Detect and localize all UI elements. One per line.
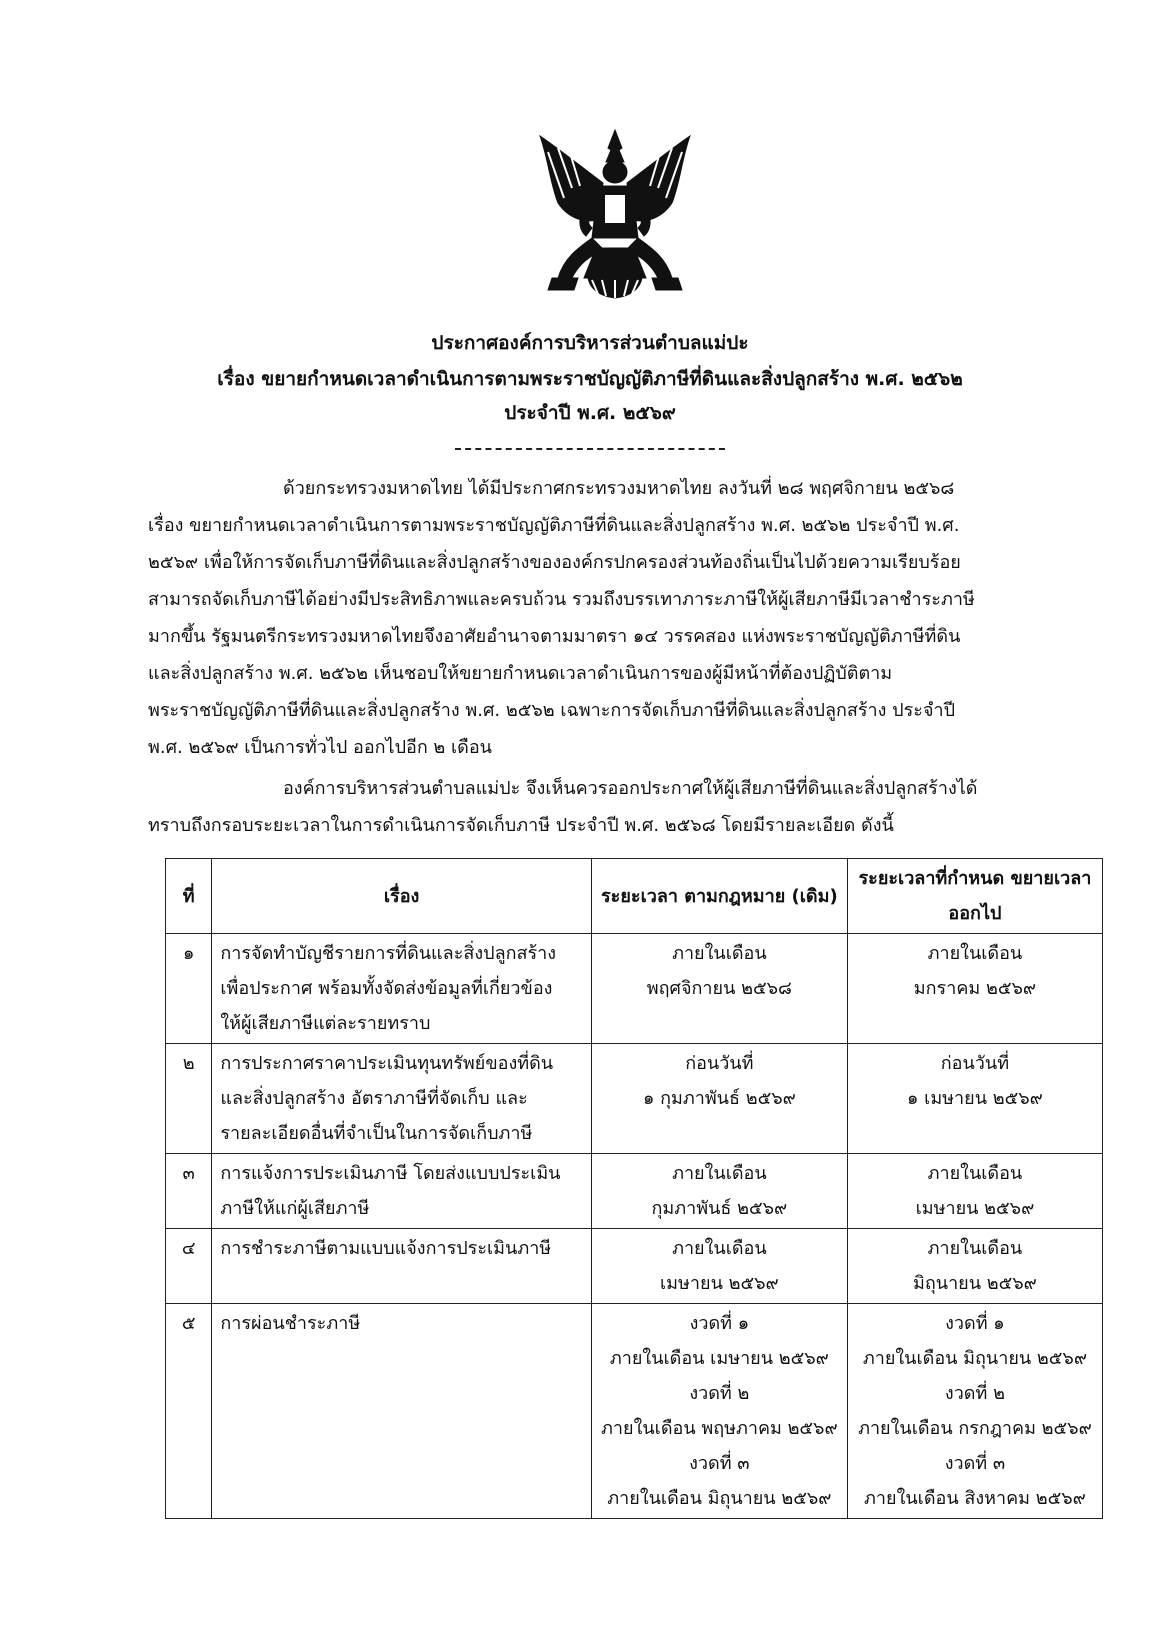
table-header-row [166, 859, 1103, 934]
row-old-period [591, 1044, 847, 1154]
table-row [166, 1304, 1103, 1519]
header-new-period [847, 859, 1102, 934]
cell-line: ภายในเดือน เมษายน ๒๕๖๙ [609, 1348, 829, 1369]
row-new-period [847, 1304, 1102, 1519]
paragraph-line: องค์การบริหารส่วนตำบลแม่ปะ จึงเห็นควรออกประกาศให้ผู้เสียภาษีที่ดินและสิ่งปลูกสร้างได้ [283, 778, 978, 799]
cell-line: ภายในเดือน สิงหาคม ๒๕๖๙ [864, 1488, 1086, 1509]
cell-line: ภายในเดือน กรกฎาคม ๒๕๖๙ [858, 1418, 1092, 1439]
row-new-period [847, 1044, 1102, 1154]
cell-line: งวดที่ ๑ [945, 1313, 1005, 1334]
row-new-period [847, 934, 1102, 1044]
cell-line: ภายในเดือน มิถุนายน ๒๕๖๙ [607, 1488, 832, 1509]
cell-line: และสิ่งปลูกสร้าง อัตราภาษีที่จัดเก็บ และ [220, 1088, 528, 1109]
paragraph-line: เรื่อง ขยายกำหนดเวลาดำเนินการตามพระราชบัญญัติภาษีที่ดินและสิ่งปลูกสร้าง พ.ศ. ๒๕๖๒ ประจำปี พ.ศ. [148, 515, 960, 536]
cell-line: การผ่อนชำระภาษี [220, 1313, 361, 1334]
cell-line: ภายในเดือน มิถุนายน ๒๕๖๙ [862, 1348, 1087, 1369]
body-paragraph-1 [148, 470, 1076, 766]
cell-line: ภายในเดือน [927, 1238, 1023, 1259]
row-old-period [591, 1154, 847, 1229]
cell-line: ภายในเดือน [927, 1163, 1023, 1184]
row-old-period [591, 934, 847, 1044]
row-no: ๑ [166, 934, 212, 1044]
row-new-period [847, 1154, 1102, 1229]
body-paragraph-2 [148, 770, 1076, 844]
cell-line: ภายในเดือน [927, 943, 1023, 964]
cell-line: เมษายน ๒๕๖๙ [915, 1198, 1035, 1219]
header-old-line: ระยะเวลา [601, 885, 678, 907]
cell-line: การจัดทำบัญชีรายการที่ดินและสิ่งปลูกสร้าง [220, 943, 557, 964]
header-divider [455, 448, 725, 450]
cell-line: ภายในเดือน พฤษภาคม ๒๕๖๙ [601, 1418, 838, 1439]
paragraph-line: สามารถจัดเก็บภาษีได้อย่างมีประสิทธิภาพและครบถ้วน รวมถึงบรรเทาภาระภาษีให้ผู้เสียภาษีมีเวลาชำระภาษี [148, 589, 975, 610]
cell-line: งวดที่ ๑ [689, 1313, 750, 1334]
row-subject [212, 1229, 592, 1304]
cell-line: การแจ้งการประเมินภาษี โดยส่งแบบประเมิน [220, 1163, 561, 1184]
row-no: ๕ [166, 1304, 212, 1519]
paragraph-line: ๒๕๖๙ เพื่อให้การจัดเก็บภาษีที่ดินและสิ่งปลูกสร้างขององค์กรปกครองส่วนท้องถิ่นเป็นไปด้วยความเรียบร้อย [148, 552, 961, 573]
cell-line: ภาษีให้แก่ผู้เสียภาษี [220, 1198, 370, 1219]
row-old-period [591, 1229, 847, 1304]
cell-line: การชำระภาษีตามแบบแจ้งการประเมินภาษี [220, 1238, 552, 1259]
cell-line: งวดที่ ๒ [689, 1383, 750, 1404]
cell-line: เมษายน ๒๕๖๙ [660, 1273, 779, 1294]
cell-line: ภายในเดือน [672, 1238, 767, 1259]
cell-line: ภายในเดือน [672, 1163, 767, 1184]
cell-line: มิถุนายน ๒๕๖๙ [913, 1273, 1037, 1294]
header-no: ที่ [166, 859, 212, 934]
paragraph-line: พระราชบัญญัติภาษีที่ดินและสิ่งปลูกสร้าง พ.ศ. ๒๕๖๒ เฉพาะการจัดเก็บภาษีที่ดินและสิ่งปลูกสร้าง ประจำปี [148, 700, 956, 721]
row-subject [212, 1304, 592, 1519]
cell-line: มกราคม ๒๕๖๙ [913, 978, 1037, 999]
announcement-subject: เรื่อง ขยายกำหนดเวลาดำเนินการตามพระราชบัญญัติภาษีที่ดินและสิ่งปลูกสร้าง พ.ศ. ๒๕๖๒ [217, 368, 963, 390]
cell-line: การประกาศราคาประเมินทุนทรัพย์ของที่ดิน [220, 1053, 554, 1074]
schedule-table [165, 858, 1103, 1519]
cell-line: เพื่อประกาศ พร้อมทั้งจัดส่งข้อมูลที่เกี่ยวข้อง [220, 978, 553, 999]
cell-line: ภายในเดือน [672, 943, 767, 964]
row-no: ๓ [166, 1154, 212, 1229]
table-row [166, 1229, 1103, 1304]
row-subject [212, 934, 592, 1044]
paragraph-line: ทราบถึงกรอบระยะเวลาในการดำเนินการจัดเก็บภาษี ประจำปี พ.ศ. ๒๕๖๘ โดยมีรายละเอียด ดังนี้ [148, 815, 894, 836]
row-new-period [847, 1229, 1102, 1304]
cell-line: กุมภาพันธ์ ๒๕๖๙ [651, 1198, 788, 1219]
row-subject [212, 1044, 592, 1154]
cell-line: ๑ เมษายน ๒๕๖๙ [907, 1088, 1043, 1109]
header-new-line: ระยะเวลาที่กำหนด [858, 868, 1005, 889]
announcement-year: ประจำปี พ.ศ. ๒๕๖๙ [504, 402, 676, 424]
table-row [166, 1154, 1103, 1229]
cell-line: งวดที่ ๒ [944, 1383, 1005, 1404]
paragraph-line: ด้วยกระทรวงมหาดไทย ได้มีประกาศกระทรวงมหาดไทย ลงวันที่ ๒๘ พฤศจิกายน ๒๕๖๘ [283, 478, 955, 499]
announcement-title: ประกาศองค์การบริหารส่วนตำบลแม่ปะ [431, 332, 749, 354]
garuda-emblem-icon [528, 128, 702, 308]
table-row [166, 934, 1103, 1044]
cell-line: ก่อนวันที่ [940, 1053, 1010, 1074]
paragraph-line: พ.ศ. ๒๕๖๙ เป็นการทั่วไป ออกไปอีก ๒ เดือน [148, 737, 492, 758]
cell-line: งวดที่ ๓ [944, 1453, 1006, 1474]
header-new-line: ขยายเวลาออกไป [948, 868, 1092, 924]
paragraph-line: และสิ่งปลูกสร้าง พ.ศ. ๒๕๖๒ เห็นชอบให้ขยายกำหนดเวลาดำเนินการของผู้มีหน้าที่ต้องปฏิบัติตาม [148, 663, 893, 684]
cell-line: ให้ผู้เสียภาษีแต่ละรายทราบ [220, 1013, 431, 1034]
paragraph-line: มากขึ้น รัฐมนตรีกระทรวงมหาดไทยจึงอาศัยอำนาจตามมาตรา ๑๔ วรรคสอง แห่งพระราชบัญญัติภาษีที่ดิน [148, 626, 961, 647]
row-no: ๒ [166, 1044, 212, 1154]
cell-line: รายละเอียดอื่นที่จำเป็นในการจัดเก็บภาษี [220, 1123, 533, 1144]
header-old-period [591, 859, 847, 934]
cell-line: ๑ กุมภาพันธ์ ๒๕๖๙ [642, 1088, 796, 1109]
header-subject: เรื่อง [212, 859, 592, 934]
row-no: ๔ [166, 1229, 212, 1304]
cell-line: งวดที่ ๓ [689, 1453, 750, 1474]
header-old-line: ตามกฎหมาย (เดิม) [684, 885, 838, 907]
row-old-period [591, 1304, 847, 1519]
cell-line: พฤศจิกายน ๒๕๖๘ [646, 978, 792, 999]
cell-line: ก่อนวันที่ [685, 1053, 754, 1074]
table-row [166, 1044, 1103, 1154]
row-subject [212, 1154, 592, 1229]
